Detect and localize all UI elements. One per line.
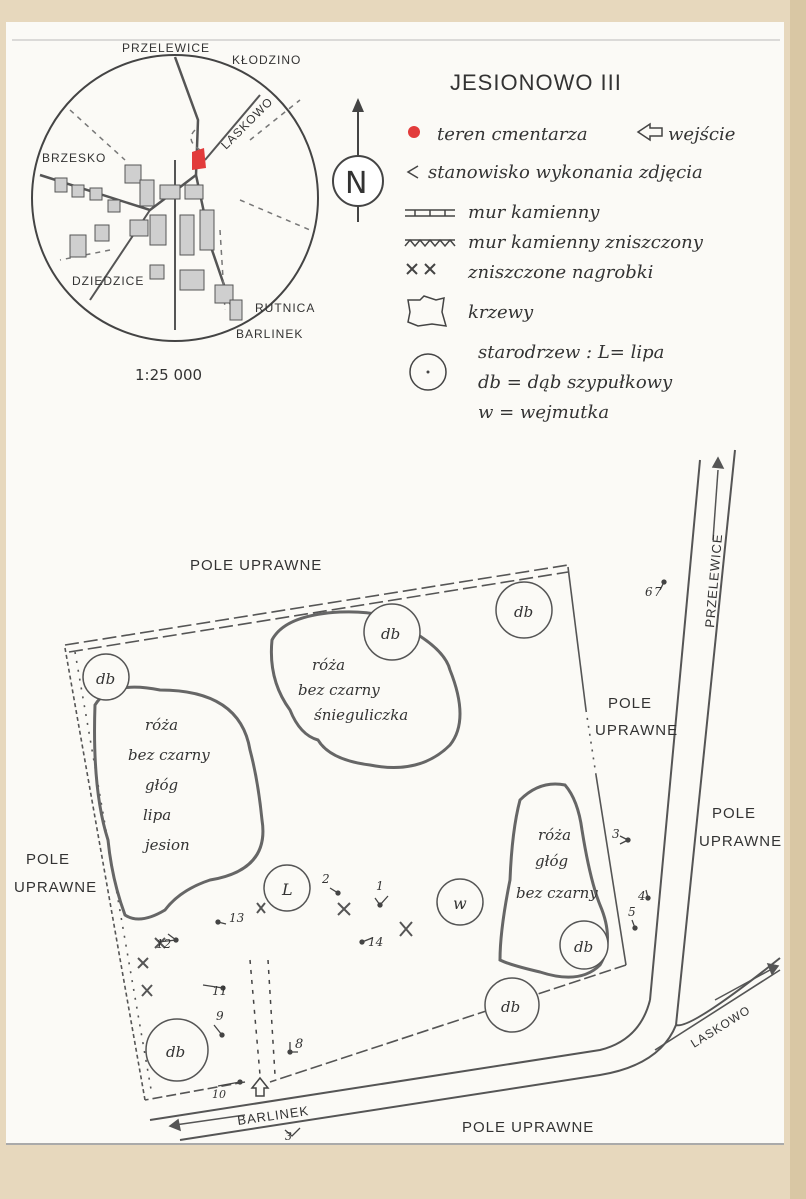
photo-number-10: 10 <box>212 1088 226 1101</box>
shrub-left-linden: lipa <box>143 806 172 824</box>
place-laskowo: LASKOWO <box>218 94 276 153</box>
red-dot-icon <box>408 126 420 138</box>
legend-old-trees: starodrzew : L= lipa <box>478 342 665 363</box>
shrub-right-elder: bez czarny <box>516 884 598 902</box>
tree-label-6: db <box>166 1043 186 1061</box>
photo-number-7: 7 <box>654 585 662 599</box>
legend-shrubs: krzewy <box>468 302 534 323</box>
tree-label-1: db <box>96 670 116 688</box>
shrub-left-elder: bez czarny <box>128 746 210 764</box>
shrub-left-rose: róża <box>145 716 179 734</box>
tree-label-3: db <box>514 603 534 621</box>
shrub-left-hawthorn: głóg <box>145 776 179 794</box>
place-brzesko: BRZESKO <box>42 151 107 165</box>
place-przelewice: PRZELEWICE <box>122 41 211 55</box>
photo-number-2: 2 <box>322 872 330 886</box>
field-right-lower-2: UPRAWNE <box>699 833 783 850</box>
shrub-right-rose: róża <box>538 826 572 844</box>
shrub-left-ash: jesion <box>145 836 190 854</box>
legend-entrance: wejście <box>668 124 736 145</box>
north-label: N <box>345 166 368 201</box>
photo-number-12: 12 <box>156 937 172 951</box>
road-label-laskowo: LASKOWO <box>688 1002 753 1051</box>
road-label-barlinek: BARLINEK <box>236 1103 311 1128</box>
tree-label-5: db <box>501 998 521 1016</box>
photo-number-9: 9 <box>216 1009 224 1023</box>
field-bottom: POLE UPRAWNE <box>462 1119 595 1136</box>
tree-label-8: w <box>453 894 467 913</box>
legend-oak: db = dąb szypułkowy <box>478 372 673 393</box>
photo-number-8: 8 <box>295 1037 304 1052</box>
place-rutnica: RUTNICA <box>255 301 316 315</box>
field-right-upper-2: UPRAWNE <box>595 722 679 739</box>
field-left-2: UPRAWNE <box>14 879 98 896</box>
photo-number-3-road: 3 <box>285 1130 292 1143</box>
field-top: POLE UPRAWNE <box>190 557 323 574</box>
photo-number-14: 14 <box>368 935 384 949</box>
cemetery-location-marker <box>192 148 206 170</box>
photo-number-3: 3 <box>612 827 620 841</box>
shrub-top-rose: róża <box>312 656 346 674</box>
road-label-przelewice: PRZELEWICE <box>702 532 726 629</box>
tree-label-4: db <box>574 938 594 956</box>
place-klodzino: KŁODZINO <box>232 53 302 67</box>
tree-label-2: db <box>381 625 401 643</box>
place-barlinek: BARLINEK <box>236 327 304 341</box>
shrub-top-snowberry: śnieguliczka <box>314 706 409 724</box>
tree-label-7: L <box>282 880 293 899</box>
photo-number-1: 1 <box>376 879 384 893</box>
legend-white-pine: w = wejmutka <box>478 402 610 423</box>
photo-number-11: 11 <box>212 984 228 998</box>
legend-stone-wall: mur kamienny <box>468 202 600 223</box>
shrub-right-hawthorn: głóg <box>535 852 569 870</box>
shrub-top-elder: bez czarny <box>298 681 380 699</box>
map-title: JESIONOWO III <box>450 70 622 95</box>
field-left-1: POLE <box>26 851 71 868</box>
legend-cemetery-area: teren cmentarza <box>437 124 588 145</box>
field-right-upper-1: POLE <box>608 695 653 712</box>
place-dziedzice: DZIEDZICE <box>72 274 145 288</box>
legend-photo-position: stanowisko wykonania zdjęcia <box>428 162 703 183</box>
photo-number-4: 4 <box>638 889 646 903</box>
legend-ruined-wall: mur kamienny zniszczony <box>468 232 703 253</box>
legend-destroyed-graves: zniszczone nagrobki <box>468 262 654 283</box>
photo-number-6: 6 <box>645 585 653 599</box>
photo-number-13: 13 <box>229 911 245 925</box>
map-scale: 1:25 000 <box>135 366 203 384</box>
field-right-lower-1: POLE <box>712 805 757 822</box>
photo-number-5: 5 <box>628 905 636 919</box>
